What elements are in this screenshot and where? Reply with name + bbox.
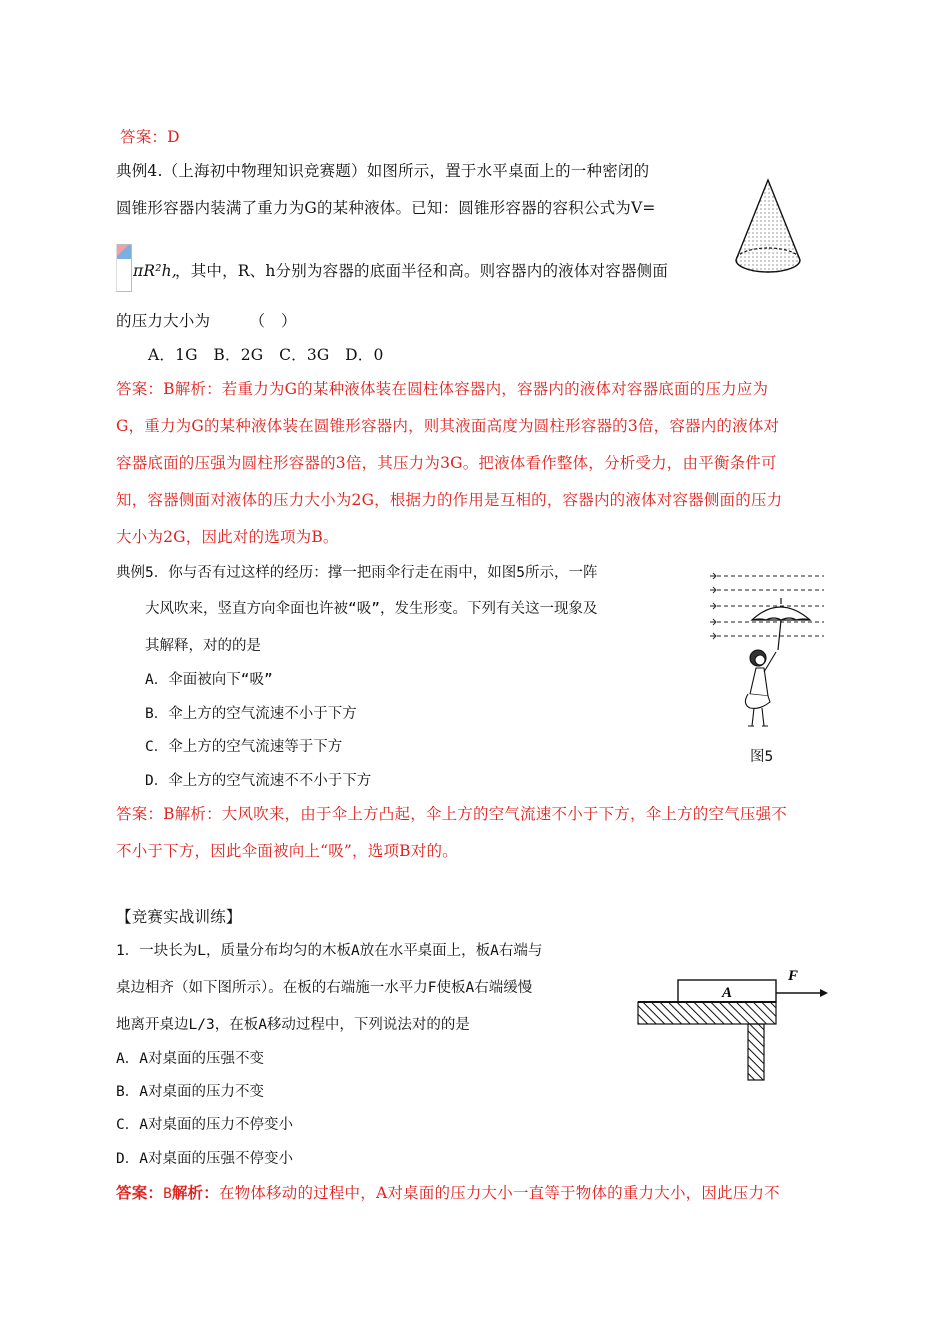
ex4-question-line2: 圆锥形容器内装满了重力为G的某种液体。已知：圆锥形容器的容积公式为V=	[116, 199, 656, 217]
q1-line1: 1．一块长为L，质量分布均匀的木板A放在水平桌面上，板A右端与	[116, 943, 543, 959]
ex5-option-a: A．伞面被向下“吸”	[145, 672, 273, 688]
ex4-analysis-3: 容器底面的压强为圆柱形容器的3倍，其压力为3G。把液体看作整体，分析受力，由平衡条件可	[116, 454, 777, 472]
ex5-analysis-2: 不小于下方，因此伞面被向上“吸”，选项B对的。	[116, 842, 458, 860]
q1-option-b: B．A对桌面的压力不变	[116, 1084, 264, 1100]
q1-analysis-label: 解析：	[171, 1183, 219, 1202]
ex4-formula: πR²h,	[133, 262, 177, 280]
q1-analysis-text: 在物体移动的过程中，A对桌面的压力大小一直等于物体的重力大小，因此压力不	[218, 1184, 780, 1202]
q1-line2: 桌边相齐（如下图所示）。在板的右端施一水平力F使板A右端缓慢	[116, 980, 533, 996]
ex5-analysis-1: 答案：B解析：大风吹来，由于伞上方凸起，伞上方的空气流速不小于下方，伞上方的空气压强不	[116, 805, 787, 823]
section-title: 【竞赛实战训练】	[116, 908, 242, 926]
q1-option-c: C．A对桌面的压力不停变小	[116, 1117, 293, 1133]
q1-option-d: D．A对桌面的压强不停变小	[116, 1151, 293, 1167]
ex5-question-line3: 其解释，对的的是	[145, 638, 261, 654]
q1-line3: 地离开桌边L/3，在板A移动过程中，下列说法对的的是	[116, 1017, 470, 1033]
ex4-options: A．1G B．2G C．3G D．0	[148, 346, 384, 364]
ex4-analysis-2: G，重力为G的某种液体装在圆锥形容器内，则其液面高度为圆柱形容器的3倍，容器内的液体对	[116, 417, 780, 435]
ex4-analysis-1: 答案：B解析：若重力为G的某种液体装在圆柱体容器内，容器内的液体对容器底面的压力应为	[116, 380, 769, 398]
cone-container-figure	[728, 176, 808, 294]
q1-answer-line	[116, 1182, 780, 1205]
ex4-analysis-4: 知，容器侧面对液体的压力大小为2G，根据力的作用是互相的，容器内的液体对容器侧面的压力	[116, 491, 783, 509]
umbrella-girl-figure	[706, 568, 832, 740]
ex5-option-b: B．伞上方的空气流速不小于下方	[145, 706, 357, 722]
ex5-option-d: D．伞上方的空气流速不不小于下方	[145, 773, 372, 789]
ex5-option-c: C．伞上方的空气流速等于下方	[145, 739, 343, 755]
figure-5-label: 图5	[750, 749, 774, 765]
broken-image-icon	[116, 244, 132, 292]
ex4-answer: 答案：D	[120, 128, 180, 146]
ex4-question-line1: 典例4.（上海初中物理知识竞赛题）如图所示，置于水平桌面上的一种密闭的	[116, 162, 650, 180]
ex5-question-line2: 大风吹来，竖直方向伞面也许被“吸”，发生形变。下列有关这一现象及	[145, 601, 598, 617]
ex4-analysis-5: 大小为2G，因此对的选项为B。	[116, 528, 339, 546]
block-label: A	[722, 985, 733, 1001]
ex4-question-line4: 的压力大小为 （ ）	[116, 312, 297, 330]
ex4-question-line3: ，其中，R、h分别为容器的底面半径和高。则容器内的液体对容器侧面	[175, 262, 669, 280]
q1-answer-value: B	[163, 1186, 172, 1202]
board-on-table-figure	[636, 962, 832, 1086]
ex5-question-line1: 典例5．你与否有过这样的经历：撑一把雨伞行走在雨中，如图5所示，一阵	[116, 565, 598, 581]
q1-option-a: A．A对桌面的压强不变	[116, 1051, 264, 1067]
q1-answer-label: 答案：	[116, 1183, 164, 1202]
force-label: F	[788, 968, 799, 984]
